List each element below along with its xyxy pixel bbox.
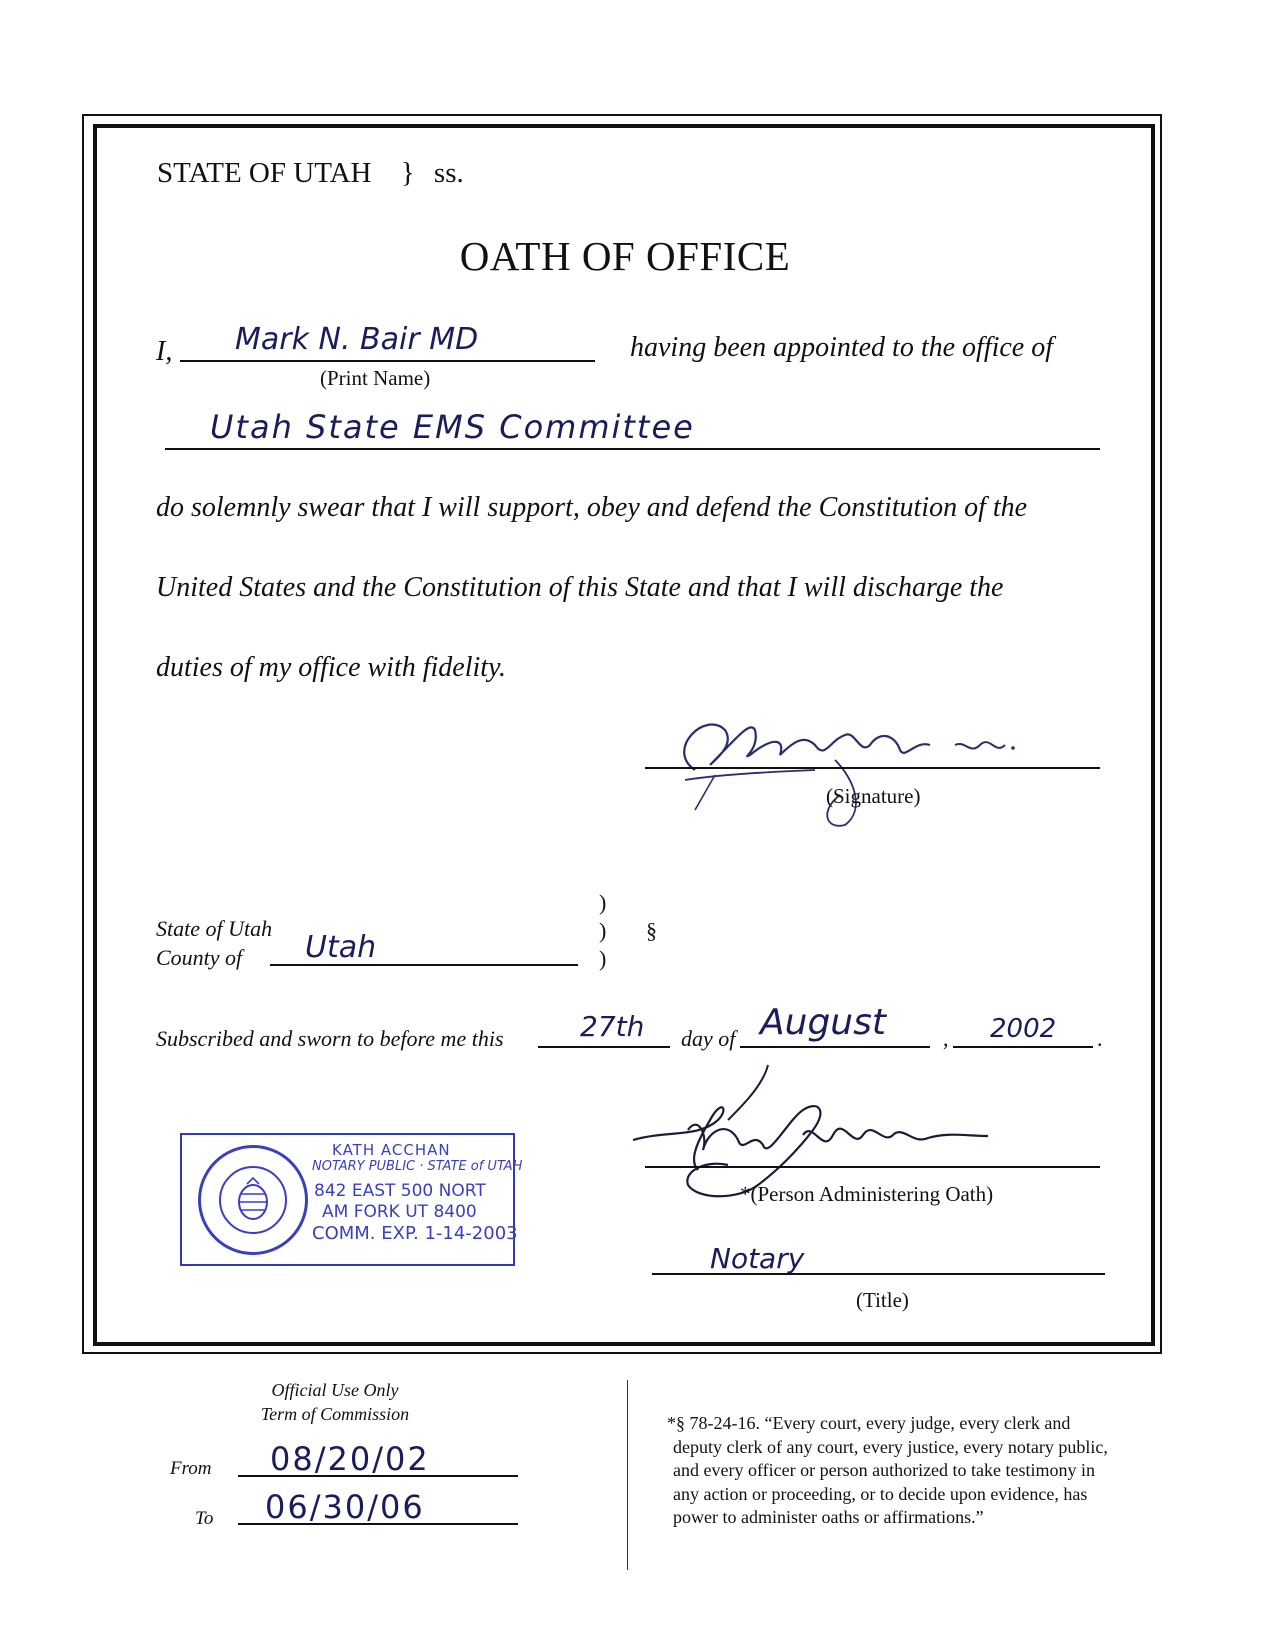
stamp-notary-name: KATH ACCHAN (332, 1141, 451, 1159)
signature-label: (Signature) (826, 784, 921, 808)
venue-section-symbol: § (646, 918, 657, 943)
venue-paren-1: ) (599, 890, 607, 915)
venue-paren-3: ) (599, 946, 607, 971)
stamp-notary-public: NOTARY PUBLIC · STATE of UTAH (312, 1159, 523, 1174)
day-line (538, 1046, 670, 1048)
year-line (953, 1046, 1093, 1048)
month-handwritten: August (760, 1002, 886, 1043)
from-label: From (170, 1458, 212, 1479)
venue-county-label: County of (156, 945, 243, 970)
title-label: (Title) (856, 1288, 909, 1312)
month-line (740, 1046, 930, 1048)
print-name-label: (Print Name) (320, 366, 431, 390)
to-date-handwritten: 06/30/06 (265, 1488, 425, 1526)
footer-divider (627, 1380, 628, 1570)
signature-line (645, 767, 1100, 769)
document-title: OATH OF OFFICE (459, 233, 791, 279)
stamp-address: 842 EAST 500 NORT (314, 1181, 486, 1201)
statute-line-5: power to administer oaths or affirmations.” (673, 1507, 984, 1527)
administering-label: *(Person Administering Oath) (740, 1182, 994, 1206)
year-period: . (1097, 1026, 1103, 1051)
header-ss: ss. (433, 157, 464, 189)
oath-taker-signature (655, 700, 1085, 830)
header-brace: } (400, 157, 415, 189)
administering-line (645, 1166, 1100, 1168)
term-of-commission-label: Term of Commission (260, 1404, 410, 1424)
year-handwritten: 2002 (990, 1014, 1057, 1044)
statute-line-1: *§ 78-24-16. “Every court, every judge, every clerk and (667, 1413, 1071, 1433)
statute-line-4: any action or proceeding, or to decide upon evidence, has (673, 1483, 1088, 1504)
print-name-handwritten: Mark N. Bair MD (235, 322, 479, 357)
office-handwritten: Utah State EMS Committee (210, 408, 695, 446)
state-header (157, 157, 464, 190)
to-label: To (195, 1508, 214, 1529)
oath-i: I, (156, 336, 173, 367)
oath-line-1: do solemnly swear that I will support, obey and defend the Constitution of the (156, 492, 1028, 523)
subscribed-text: Subscribed and sworn to before me this (156, 1026, 504, 1051)
beehive-seal-icon (198, 1145, 308, 1255)
stamp-city: AM FORK UT 8400 (322, 1202, 477, 1222)
day-handwritten: 27th (580, 1010, 645, 1043)
office-line (165, 448, 1100, 450)
oath-line-2: United States and the Constitution of this State and that I will discharge the (156, 572, 1004, 603)
venue-state-label: State of Utah (156, 916, 273, 941)
statute-note (667, 1412, 1108, 1530)
from-date-handwritten: 08/20/02 (270, 1440, 430, 1478)
print-name-line (180, 360, 595, 362)
official-use-label: Official Use Only (271, 1380, 399, 1400)
state-name: STATE OF UTAH (157, 157, 372, 189)
statute-line-2: deputy clerk of any court, every justice, every notary public, (673, 1436, 1108, 1457)
title-handwritten: Notary (710, 1242, 805, 1275)
year-comma: , (943, 1026, 949, 1051)
appointed-text: having been appointed to the office of (630, 332, 1054, 363)
oath-line-3: duties of my office with fidelity. (156, 652, 506, 683)
statute-line-3: and every officer or person authorized to take testimony in (673, 1460, 1096, 1480)
notary-stamp (180, 1133, 523, 1266)
stamp-commission-expiry: COMM. EXP. 1-14-2003 (312, 1223, 518, 1244)
venue-paren-2: ) (599, 918, 607, 943)
day-of-text: day of (681, 1026, 736, 1051)
county-handwritten: Utah (305, 930, 377, 965)
